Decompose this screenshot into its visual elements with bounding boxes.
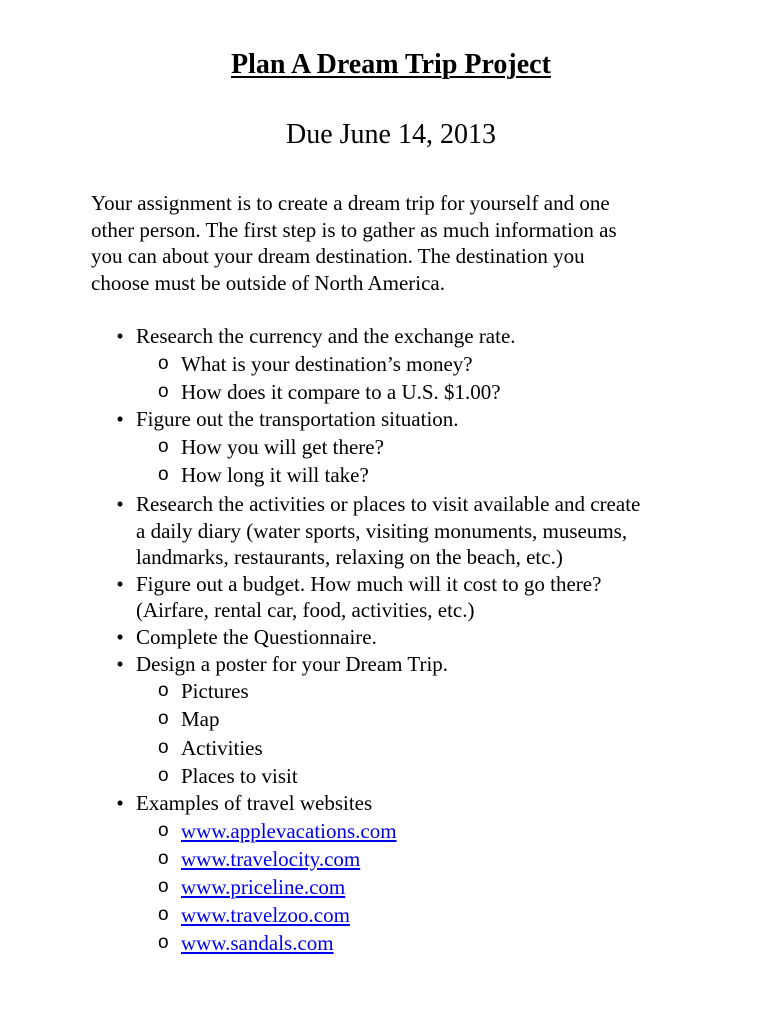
sub-list-item: o How does it compare to a U.S. $1.00? bbox=[136, 378, 770, 406]
page-title: Plan A Dream Trip Project bbox=[231, 49, 551, 80]
list-item-websites bbox=[0, 790, 770, 958]
sub-list bbox=[136, 350, 770, 406]
due-date: Due June 14, 2013 bbox=[286, 119, 496, 150]
list-item-text: (Airfare, rental car, food, activities, etc.) bbox=[136, 598, 475, 623]
link-travelocity[interactable]: www.travelocity.com bbox=[181, 846, 361, 871]
intro-line: Your assignment is to create a dream trip for yourself and one bbox=[91, 191, 610, 215]
circle-bullet-icon: o bbox=[158, 847, 169, 869]
list-item-text: Figure out the transportation situation. bbox=[136, 407, 459, 431]
circle-bullet-icon: o bbox=[158, 380, 169, 402]
list-item-text: Design a poster for your Dream Trip. bbox=[136, 651, 449, 676]
sub-list-item: o Places to visit bbox=[136, 762, 770, 790]
circle-bullet-icon: o bbox=[158, 435, 169, 457]
sub-list-item bbox=[136, 845, 770, 873]
list-item-budget bbox=[0, 571, 770, 624]
circle-bullet-icon: o bbox=[158, 764, 169, 786]
sub-list-item: o How you will get there? bbox=[136, 433, 770, 461]
bullet-icon: • bbox=[116, 790, 124, 815]
circle-bullet-icon: o bbox=[158, 463, 169, 485]
list-item-text: a daily diary (water sports, visiting monuments, museums, bbox=[136, 518, 628, 543]
sub-list-item bbox=[136, 901, 770, 929]
list-item-text: landmarks, restaurants, relaxing on the beach, etc.) bbox=[136, 545, 563, 570]
list-item-text: Research the currency and the exchange rate. bbox=[136, 324, 516, 348]
list-item-text: Complete the Questionnaire. bbox=[136, 624, 377, 649]
sub-list-item: o Map bbox=[136, 705, 770, 733]
sub-list-item bbox=[136, 873, 770, 901]
list-item-activities bbox=[0, 489, 770, 571]
circle-bullet-icon: o bbox=[158, 708, 169, 730]
link-sandals[interactable]: www.sandals.com bbox=[181, 931, 334, 956]
link-priceline[interactable]: www.priceline.com bbox=[181, 874, 346, 899]
bullet-icon: • bbox=[116, 571, 124, 596]
list-item-text: Examples of travel websites bbox=[136, 790, 373, 815]
list-item-questionnaire bbox=[0, 624, 770, 651]
list-item-currency bbox=[0, 323, 770, 406]
bullet-icon: • bbox=[116, 624, 124, 649]
circle-bullet-icon: o bbox=[158, 352, 169, 374]
link-applevacations[interactable]: www.applevacations.com bbox=[181, 818, 397, 843]
link-travelzoo[interactable]: www.travelzoo.com bbox=[181, 903, 350, 928]
list-item-text: Research the activities or places to visit available and create bbox=[136, 492, 641, 516]
link-list bbox=[136, 817, 770, 958]
bullet-icon: • bbox=[116, 324, 124, 348]
sub-list-item bbox=[136, 817, 770, 845]
bullet-icon: • bbox=[116, 492, 124, 516]
task-list bbox=[0, 323, 770, 958]
sub-list-item: o Pictures bbox=[136, 677, 770, 705]
circle-bullet-icon: o bbox=[158, 680, 169, 702]
intro-line: you can about your dream destination. The destination you bbox=[91, 244, 585, 269]
bullet-icon: • bbox=[116, 651, 124, 676]
list-item-poster bbox=[0, 651, 770, 790]
intro-line: choose must be outside of North America. bbox=[91, 270, 446, 295]
circle-bullet-icon: o bbox=[158, 736, 169, 758]
intro-line: other person. The first step is to gather as much information as bbox=[91, 217, 617, 242]
circle-bullet-icon: o bbox=[158, 904, 169, 926]
sub-list-item: o What is your destination’s money? bbox=[136, 350, 770, 378]
circle-bullet-icon: o bbox=[158, 819, 169, 841]
intro-paragraph bbox=[91, 190, 691, 296]
sub-list-item: o How long it will take? bbox=[136, 461, 770, 489]
bullet-icon: • bbox=[116, 407, 124, 431]
sub-list bbox=[136, 433, 770, 489]
circle-bullet-icon: o bbox=[158, 932, 169, 954]
circle-bullet-icon: o bbox=[158, 875, 169, 897]
list-item-transportation bbox=[0, 406, 770, 489]
sub-list bbox=[136, 677, 770, 790]
sub-list-item: o Activities bbox=[136, 734, 770, 762]
sub-list-item bbox=[136, 929, 770, 957]
list-item-text: Figure out a budget. How much will it cost to go there? bbox=[136, 571, 602, 596]
